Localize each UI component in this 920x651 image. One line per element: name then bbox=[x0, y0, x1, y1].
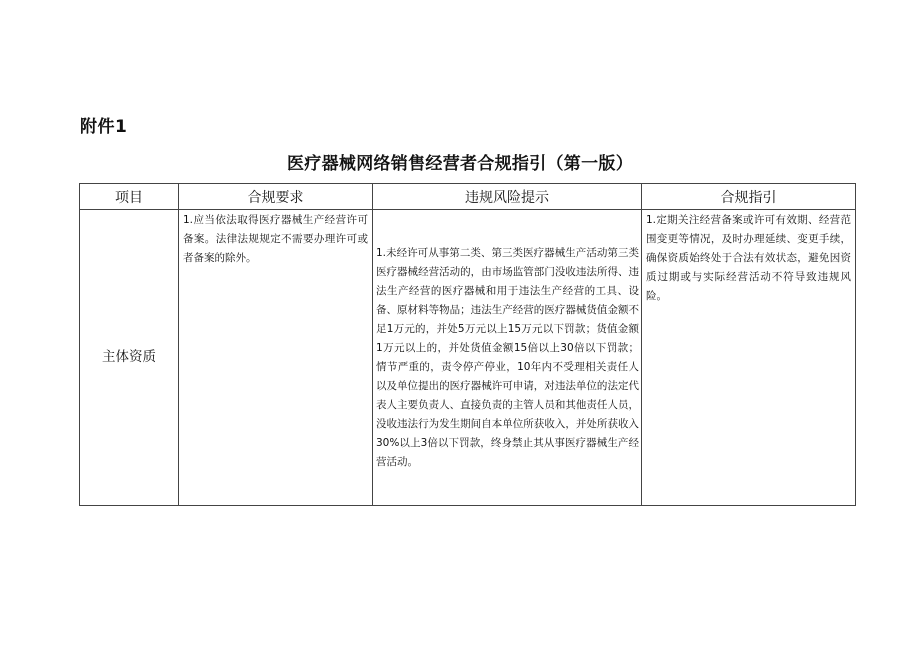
header-item: 项目 bbox=[80, 184, 179, 210]
table-row bbox=[80, 210, 856, 506]
header-violation-risk: 违规风险提示 bbox=[373, 184, 642, 210]
row-requirement: 1.应当依法取得医疗器械生产经营许可备案。法律法规规定不需要办理许可或者备案的除外。 bbox=[179, 210, 373, 506]
header-compliance-requirement: 合规要求 bbox=[179, 184, 373, 210]
document-title: 医疗器械网络销售经营者合规指引（第一版） bbox=[287, 154, 633, 174]
row-guidance: 1.定期关注经营备案或许可有效期、经营范围变更等情况，及时办理延续、变更手续，确保资质始终处于合法有效状态，避免因资质过期或与实际经营活动不符导致违规风险。 bbox=[642, 210, 856, 506]
attachment-label: 附件1 bbox=[80, 117, 128, 137]
compliance-table bbox=[79, 183, 856, 506]
header-compliance-guidance: 合规指引 bbox=[642, 184, 856, 210]
row-risk: 1.未经许可从事第二类、第三类医疗器械生产活动第三类医疗器械经营活动的，由市场监管部门没收违法所得、违法生产经营的医疗器械和用于违法生产经营的工具、设备、原材料等物品；违法生产经营的医疗器械货值金额不足1万元的，并处5万元以上15万元以下罚款；货值金额1万元以上的，并处货值金额15倍以上30倍以下罚款；情节严重的，责令停产停业，10年内不受理相关责任人以及单位提出的医疗器械许可申请，对违法单位的法定代表人主要负责人、直接负责的主管人员和其他责任人员，没收违法行为发生期间自本单位所获收入，并处所获收入30%以上3倍以下罚款，终身禁止其从事医疗器械生产经营活动。 bbox=[373, 210, 642, 506]
row-category: 主体资质 bbox=[80, 210, 179, 506]
table-header-row bbox=[80, 184, 856, 210]
